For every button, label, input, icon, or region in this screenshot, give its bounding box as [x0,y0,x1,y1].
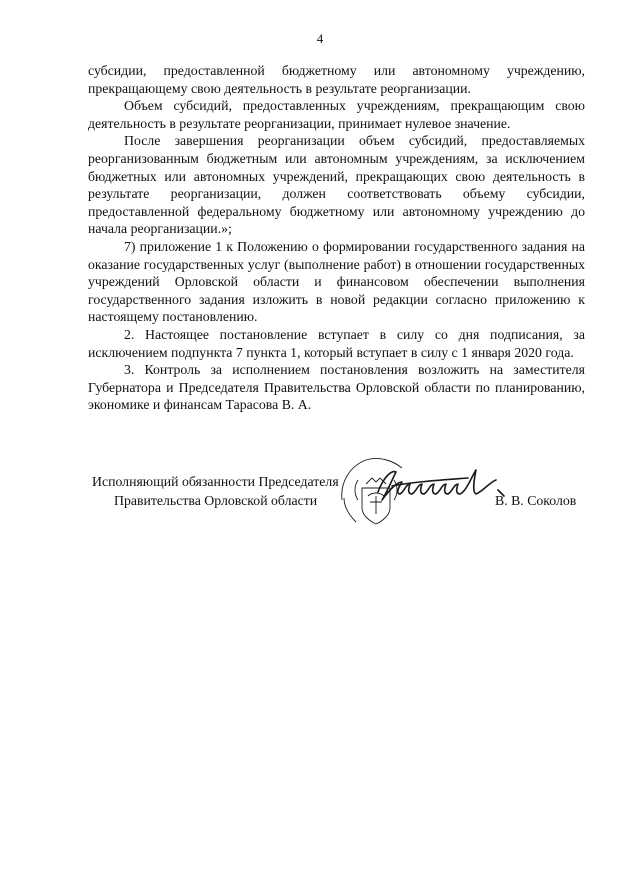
paragraph-item-3: 3. Контроль за исполнением постановления возложить на заместителя Губернатора и Председателя Правительства Орловской области по планированию, экономике и финансам Тарасова В. А. [88,362,585,413]
paragraph-after-reorganization: После завершения реорганизации объем субсидий, предоставляемых реорганизованным бюджетным или автономным учреждениям, за исключением бюджетных или автономных учреждений, прекращающих свою деятельность в результате реорганизации, должен соответствовать объему субсидии, предоставленной федеральному бюджетному или автономному учреждению до начала реорганизации.»; [88,133,585,237]
signatory-title-line2: Правительства Орловской области [114,493,318,508]
signatory-name: В. В. Соколов [495,493,577,508]
paragraph-continuation: субсидии, предоставленной бюджетному или автономному учреждению, прекращающему свою деятельность в результате реорганизации. [88,63,585,96]
document-body [88,62,585,414]
paragraph-zero-subsidy: Объем субсидий, предоставленных учреждениям, прекращающим свою деятельность в результате реорганизации, принимает нулевое значение. [88,98,585,131]
paragraph-item-7: 7) приложение 1 к Положению о формировании государственного задания на оказание государственных услуг (выполнение работ) в отношении государственных учреждений Орловской области и финансовом обеспечении выполнения государственного задания изложить в новой редакции согласно приложению к настоящему постановлению. [88,238,585,325]
page-number: 4 [316,31,324,46]
handwritten-signature-icon [372,462,508,508]
signatory-title-line1: Исполняющий обязанности Председателя [92,474,339,489]
paragraph-item-2: 2. Настоящее постановление вступает в силу со дня подписания, за исключением подпункта 7 пункта 1, который вступает в силу с 1 января 2020 года. [88,326,585,360]
